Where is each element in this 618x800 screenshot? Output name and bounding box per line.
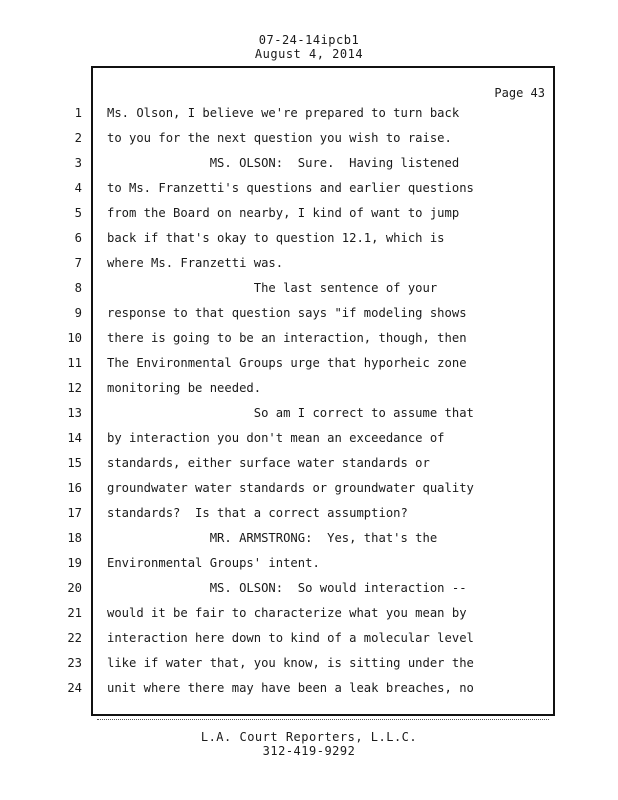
- transcript-header-date: August 4, 2014: [254, 47, 364, 61]
- transcript-line: [0, 681, 618, 701]
- transcript-line: [0, 631, 618, 651]
- line-number: 8: [74, 281, 82, 295]
- transcript-line: [0, 306, 618, 326]
- line-text: there is going to be an interaction, though, then: [107, 331, 467, 345]
- transcript-header-id: 07-24-14ipcb1: [258, 33, 360, 47]
- line-number: 5: [74, 206, 82, 220]
- line-text: response to that question says "if modeling shows: [107, 306, 467, 320]
- transcript-line: [0, 606, 618, 626]
- transcript-line: [0, 281, 618, 301]
- line-text: back if that's okay to question 12.1, which is: [107, 231, 445, 245]
- line-number: 10: [67, 331, 82, 345]
- line-text: MS. OLSON: So would interaction --: [107, 581, 467, 595]
- line-number: 11: [67, 356, 82, 370]
- line-number: 1: [74, 106, 82, 120]
- line-number: 16: [67, 481, 82, 495]
- line-text: standards, either surface water standards or: [107, 456, 430, 470]
- line-text: The last sentence of your: [107, 281, 438, 295]
- transcript-line: [0, 156, 618, 176]
- line-text: would it be fair to characterize what you mean by: [107, 606, 467, 620]
- line-text: like if water that, you know, is sitting under the: [107, 656, 474, 670]
- line-number: 23: [67, 656, 82, 670]
- transcript-line: [0, 481, 618, 501]
- line-number: 12: [67, 381, 82, 395]
- line-text: to Ms. Franzetti's questions and earlier questions: [107, 181, 474, 195]
- transcript-line: [0, 531, 618, 551]
- line-text: from the Board on nearby, I kind of want to jump: [107, 206, 460, 220]
- transcript-line: [0, 131, 618, 151]
- line-text: unit where there may have been a leak breaches, no: [107, 681, 474, 695]
- line-text: by interaction you don't mean an exceedance of: [107, 431, 445, 445]
- transcript-line: [0, 406, 618, 426]
- transcript-line: [0, 431, 618, 451]
- line-text: MS. OLSON: Sure. Having listened: [107, 156, 460, 170]
- line-number: 21: [67, 606, 82, 620]
- line-text: standards? Is that a correct assumption?: [107, 506, 408, 520]
- line-text: So am I correct to assume that: [107, 406, 474, 420]
- line-text: where Ms. Franzetti was.: [107, 256, 284, 270]
- line-number: 9: [74, 306, 82, 320]
- line-text: interaction here down to kind of a molecular level: [107, 631, 474, 645]
- footer-phone: 312-419-9292: [262, 744, 356, 758]
- page-label: Page 43: [494, 86, 545, 100]
- line-text: Ms. Olson, I believe we're prepared to turn back: [107, 106, 460, 120]
- line-number: 3: [74, 156, 82, 170]
- transcript-line: [0, 181, 618, 201]
- line-number: 19: [67, 556, 82, 570]
- line-number: 15: [67, 456, 82, 470]
- line-number: 4: [74, 181, 82, 195]
- footer-reporter: L.A. Court Reporters, L.L.C.: [200, 730, 418, 744]
- line-text: MR. ARMSTRONG: Yes, that's the: [107, 531, 438, 545]
- line-number: 6: [74, 231, 82, 245]
- transcript-line: [0, 456, 618, 476]
- transcript-line: [0, 106, 618, 126]
- line-text: Environmental Groups' intent.: [107, 556, 320, 570]
- line-number: 13: [67, 406, 82, 420]
- transcript-line: [0, 581, 618, 601]
- line-text: groundwater water standards or groundwater quality: [107, 481, 474, 495]
- transcript-line: [0, 381, 618, 401]
- line-number: 17: [67, 506, 82, 520]
- transcript-line: [0, 506, 618, 526]
- transcript-line: [0, 256, 618, 276]
- line-number: 22: [67, 631, 82, 645]
- line-number: 14: [67, 431, 82, 445]
- transcript-line: [0, 331, 618, 351]
- line-number: 18: [67, 531, 82, 545]
- transcript-line: [0, 656, 618, 676]
- line-text: monitoring be needed.: [107, 381, 262, 395]
- transcript-line: [0, 556, 618, 576]
- line-number: 24: [67, 681, 82, 695]
- transcript-line: [0, 356, 618, 376]
- line-text: The Environmental Groups urge that hyporheic zone: [107, 356, 467, 370]
- transcript-line: [0, 206, 618, 226]
- line-text: to you for the next question you wish to raise.: [107, 131, 452, 145]
- transcript-line: [0, 231, 618, 251]
- line-number: 2: [74, 131, 82, 145]
- line-number: 7: [74, 256, 82, 270]
- line-number: 20: [67, 581, 82, 595]
